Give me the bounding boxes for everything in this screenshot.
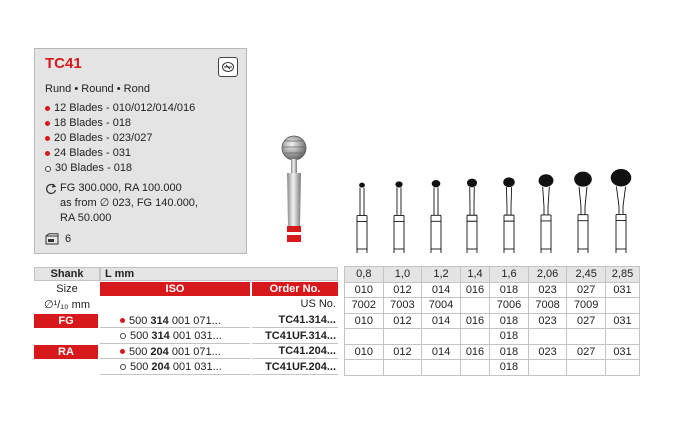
- size-cell: 027: [567, 344, 606, 360]
- size-cell: [460, 329, 489, 345]
- size-cell: 014: [422, 344, 461, 360]
- bur-drawing: [357, 183, 367, 253]
- size-cell: 014: [422, 282, 461, 298]
- filled-dot-icon: [120, 318, 125, 323]
- size-cell: 031: [605, 282, 639, 298]
- product-title: TC41: [45, 55, 82, 72]
- diameter-label: ∅¹/₁₀ mm: [44, 299, 90, 311]
- open-dot-icon: [120, 333, 126, 339]
- iso-part: 500: [130, 330, 152, 342]
- size-cell: 012: [383, 344, 422, 360]
- size-cell: 7002: [345, 298, 384, 314]
- speed-line-3: RA 50.000: [60, 212, 112, 224]
- size-cell: 018: [490, 282, 529, 298]
- filled-dot-icon: [120, 349, 125, 354]
- order-number: TC41UF.314...: [252, 330, 338, 344]
- size-cell: 016: [460, 313, 489, 329]
- bur-head: [359, 183, 365, 188]
- product-subtitle: Rund • Round • Rond: [45, 83, 150, 95]
- size-cell: 2,85: [605, 267, 639, 283]
- size-cell: 1,4: [460, 267, 489, 283]
- open-dot-icon: [120, 364, 126, 370]
- size-cell: 1,2: [422, 267, 461, 283]
- bur-head: [539, 174, 554, 187]
- size-cell: 018: [490, 329, 529, 345]
- bur-drawing: [539, 174, 554, 253]
- bur-drawing: [503, 177, 515, 253]
- bur-drawing: [467, 179, 477, 253]
- bur-drawing: [431, 180, 441, 253]
- iso-code: [100, 314, 250, 328]
- iso-part: 500: [129, 345, 151, 358]
- blade-text: 20 Blades - 023/027: [54, 132, 153, 144]
- us-no-label: US No.: [300, 298, 336, 310]
- size-cell: 018: [490, 360, 529, 376]
- size-cell: 023: [528, 313, 567, 329]
- bur-drawing: [394, 181, 404, 253]
- iso-part: 204: [151, 361, 170, 373]
- size-cell: [383, 360, 422, 376]
- size-cell: [383, 329, 422, 345]
- size-cell: 010: [345, 282, 384, 298]
- blade-text: 24 Blades - 031: [54, 147, 132, 159]
- iso-part: 001 031...: [169, 361, 222, 373]
- size-cell: [528, 329, 567, 345]
- size-label: Size: [56, 283, 78, 295]
- size-cell: 016: [460, 344, 489, 360]
- iso-text: [129, 315, 221, 327]
- iso-part: 001 071...: [168, 345, 221, 358]
- size-cell: [422, 360, 461, 376]
- size-cell: [460, 298, 489, 314]
- size-cell: [422, 329, 461, 345]
- size-cell: 1,0: [383, 267, 422, 283]
- product-row-cells: [345, 313, 640, 329]
- size-table: [344, 266, 640, 376]
- bur-head: [395, 181, 402, 187]
- bur-drawing: [611, 169, 632, 253]
- size-cell: 7006: [490, 298, 529, 314]
- iso-text: [130, 361, 222, 373]
- us-row: [345, 298, 640, 314]
- iso-part: 500: [129, 314, 151, 327]
- iso-code: [100, 361, 250, 375]
- bur-head: [432, 180, 441, 187]
- speed-line-1: FG 300.000, RA 100.000: [60, 182, 182, 194]
- product-row-cells: [345, 344, 640, 360]
- lmm-label: L mm: [100, 267, 338, 281]
- size-cell: [345, 329, 384, 345]
- size-cell: 7009: [567, 298, 606, 314]
- iso-part: 314: [150, 314, 169, 327]
- size-row: [345, 282, 640, 298]
- size-cell: [345, 360, 384, 376]
- size-cell: [460, 360, 489, 376]
- order-header: Order No.: [252, 282, 338, 296]
- size-cell: 2,45: [567, 267, 606, 283]
- shank-label: Shank: [34, 267, 100, 281]
- size-cell: 0,8: [345, 267, 384, 283]
- size-cell: 010: [345, 313, 384, 329]
- size-cell: 018: [490, 344, 529, 360]
- mm-row: [345, 267, 640, 283]
- order-number: TC41.314...: [252, 314, 338, 328]
- blade-text: 30 Blades - 018: [55, 162, 133, 174]
- package-qty-value: 6: [65, 233, 72, 245]
- size-cell: [567, 360, 606, 376]
- size-cell: 010: [345, 344, 384, 360]
- order-number: TC41UF.204...: [252, 361, 338, 375]
- iso-text: [130, 330, 222, 342]
- size-cell: 7004: [422, 298, 461, 314]
- bur-head: [574, 172, 592, 187]
- size-cell: 023: [528, 282, 567, 298]
- product-row-cells: [345, 360, 640, 376]
- size-cell: 7008: [528, 298, 567, 314]
- product-row-cells: [345, 329, 640, 345]
- size-cell: 2,06: [528, 267, 567, 283]
- size-cell: 027: [567, 282, 606, 298]
- bur-head: [467, 179, 477, 188]
- size-cell: [567, 329, 606, 345]
- size-cell: [605, 329, 639, 345]
- iso-part: 204: [150, 345, 169, 358]
- bur-photo: [282, 136, 306, 242]
- blade-text: 12 Blades - 010/012/014/016: [54, 102, 196, 114]
- iso-text: [129, 346, 221, 358]
- size-cell: 1,6: [490, 267, 529, 283]
- iso-header: ISO: [100, 282, 250, 296]
- shank-type-ra: RA: [34, 345, 98, 359]
- bur-head: [503, 177, 515, 187]
- shank-type-fg: FG: [34, 314, 98, 328]
- size-cell: 031: [605, 344, 639, 360]
- size-cell: 014: [422, 313, 461, 329]
- order-number: TC41.204...: [252, 345, 338, 359]
- size-cell: 023: [528, 344, 567, 360]
- size-cell: [528, 360, 567, 376]
- iso-part: 001 071...: [168, 314, 221, 327]
- iso-code: [100, 345, 250, 359]
- size-cell: 018: [490, 313, 529, 329]
- size-cell: 016: [460, 282, 489, 298]
- size-cell: [605, 360, 639, 376]
- iso-part: 314: [151, 330, 170, 342]
- iso-part: 500: [130, 361, 152, 373]
- size-cell: 012: [383, 282, 422, 298]
- iso-code: [100, 330, 250, 344]
- speed-line-2: as from ∅ 023, FG 140.000,: [60, 197, 198, 209]
- bur-head: [611, 169, 632, 186]
- blade-text: 18 Blades - 018: [54, 117, 132, 129]
- size-cell: 031: [605, 313, 639, 329]
- size-cell: [605, 298, 639, 314]
- bur-drawings: [357, 169, 631, 253]
- size-cell: 7003: [383, 298, 422, 314]
- size-cell: 027: [567, 313, 606, 329]
- size-cell: 012: [383, 313, 422, 329]
- bur-drawing: [574, 172, 592, 253]
- iso-part: 001 031...: [169, 330, 222, 342]
